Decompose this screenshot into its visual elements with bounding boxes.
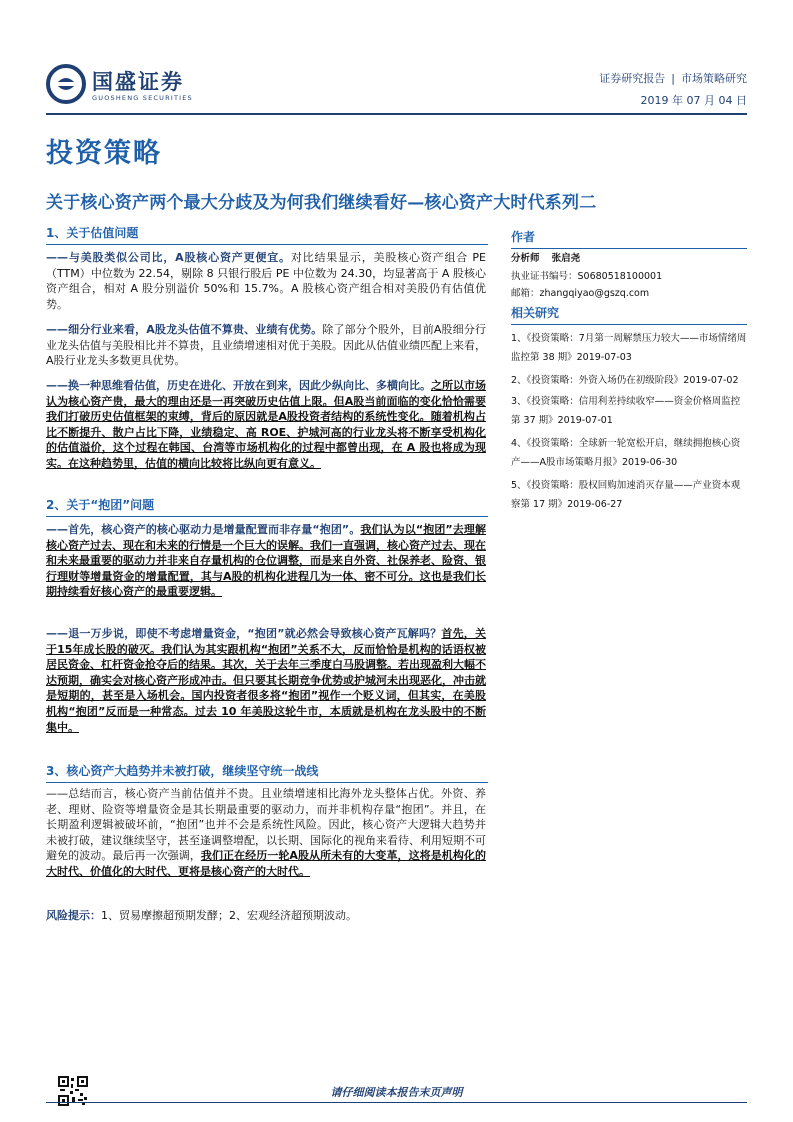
email-line [511,287,747,301]
related-item[interactable]: 1、《投资策略：7月第一周解禁压力较大——市场情绪周监控第 38 期》2019-07-03 [511,333,747,363]
related-item[interactable]: 3、《投资策略：信用利差持续收窄——资金价格周监控第 37 期》2019-07-01 [511,396,741,426]
header-divider [46,113,747,115]
paragraph-emphasis: 我们正在经历一轮A股从所未有的大变革，这将是机构化的大时代、价值化的大时代、更将是核心资产的大时代。 [46,849,486,878]
risk-text: 1、贸易摩擦超预期发酵；2、宏观经济超预期波动。 [101,909,357,922]
paragraph-emphasis: 我们认为以“抱团”去理解核心资产过去、现在和未来的行情是一个巨大的误解。我们一直强调，核心资产过去、现在和未来最重要的驱动力并非来自存量机构的仓位调整，而是来自外资、社保养老、险资、银行理财等增量资金的增量配置，其与A股的机构化进程几为一体、密不可分。这也是我们长期持续看好核心资产的最重要逻辑。 [46,523,486,599]
analyst-label: 分析师 [511,253,540,264]
paragraph-lead: ——换一种思维看估值，历史在进化、开放在到来，因此少纵向比、多横向比。 [46,379,431,392]
paragraph-body: ——总结而言，核心资产当前估值并不贵。且业绩增速相比海外龙头整体占优。外资、养老、理财、险资等增量资金是其长期最重要的驱动力，而并非机构存量“抱团”。并且，在长期盈利逻辑被破坏前，“抱团”也并不会是系统性风险。因此，核心资产大逻辑大趋势并未被打破，建议继续坚守，甚至逢调整增配，以长期、国际化的视角来看待、利用短期不可避免的波动。最后再一次强调， [46,787,486,863]
related-heading: 相关研究 [511,304,747,325]
cert-number: S0680518100001 [577,271,663,282]
report-type: 证券研究报告 [599,72,666,85]
analyst-line [511,252,747,266]
paragraph-lead: ——首先，核心资产的核心驱动力是增量配置而非存量“抱团”。 [46,523,361,536]
author-heading: 作者 [511,228,747,249]
related-item[interactable]: 4、《投资策略：全球新一轮宽松开启，继续拥抱核心资产——A股市场策略月报》2019-06-30 [511,438,741,468]
email-label: 邮箱： [511,288,540,299]
header-separator: | [671,72,675,85]
related-item[interactable]: 5、《投资策略：股权回购加速消灭存量——产业资本观察第 17 期》2019-06-27 [511,480,741,510]
paragraph-lead: ——退一万步说，即使不考虑增量资金，“抱团”就必然会导致核心资产瓦解吗？ [46,627,442,640]
footer-disclaimer-notice: 请仔细阅读本报告末页声明 [330,1086,463,1099]
page-category: 投资策略 [46,138,162,169]
report-date: 2019 年 07 月 04 日 [640,94,747,107]
paragraph [46,786,486,880]
section-heading-valuation: 1、关于估值问题 [46,224,488,245]
footer-divider [46,1102,747,1103]
section-heading-trend: 3、核心资产大趋势并未被打破，继续坚守统一战线 [46,762,488,783]
paragraph-body: 对比结果显示，美股核心资产组合 PE（TTM）中位数为 22.54，剔除 8 只银行股后 PE 中位数为 24.30，均显著高于 A 股核心资产组合，相对 A 股分别溢价 50%和 15.7%。A 股核心资产组合相对美股仍有估值优势。 [46,251,486,311]
paragraph [46,626,486,735]
risk-notice [46,908,486,924]
cert-line [511,270,747,284]
paragraph-lead: ——细分行业来看，A股龙头估值不算贵、业绩有优势。 [46,323,323,336]
report-type-line [599,70,747,86]
section-heading-grouping: 2、关于“抱团”问题 [46,496,488,517]
company-logo [46,64,216,108]
paragraph [46,378,486,472]
analyst-name: 张启尧 [551,253,581,264]
paragraph-lead: ——与美股类似公司比，A股核心资产更便宜。 [46,251,291,264]
paragraph [46,322,486,369]
related-item[interactable]: 2、《投资策略：外资入场仍在初级阶段》2019-07-02 [511,375,739,386]
report-category: 市场策略研究 [681,72,747,85]
page-title: 关于核心资产两个最大分歧及为何我们继续看好—核心资产大时代系列二 [46,193,597,213]
risk-label: 风险提示： [46,909,101,922]
paragraph [46,522,486,600]
email-link[interactable]: zhangqiyao@gszq.com [539,288,650,299]
logo-brand-cn: 国盛证券 [92,70,184,94]
logo-mark-icon [46,64,86,104]
cert-label: 执业证书编号： [511,271,578,282]
paragraph-body: 除了部分个股外，目前A股细分行业龙头估值与美股相比并不算贵，且业绩增速相对优于美股。因此从估值业绩匹配上来看，A股行业龙头多数更具优势。 [46,323,486,368]
paragraph-emphasis: 首先，关于15年成长股的破灭。我们认为其实跟机构“抱团”关系不大，反而恰恰是机构的话语权被居民资金、杠杆资金抢夺后的结果。其次，关于去年三季度白马股调整。若出现盈利大幅不达预期，确实会对核心资产形成冲击。但只要其长期竞争优势或护城河未出现恶化，冲击就是短期的，甚至是入场机会。国内投资者很多将“抱团”视作一个贬义词，但其实，在美股机构“抱团”反而是一种常态。过去 10 年美股这轮牛市，本质就是机构在龙头股中的不断集中。 [46,627,487,734]
paragraph [46,250,486,312]
logo-brand-en: GUOSHENG SECURITIES [92,94,193,102]
paragraph-emphasis: 之所以市场认为核心资产贵，最大的理由还是一再突破历史估值上限。但A股当前面临的变化恰恰需要我们打破历史估值框架的束缚，背后的原因就是A股投资者结构的系统性变化。随着机构占比不断提升、散户占比下降，业绩稳定、高 ROE、护城河高的行业龙头将不断享受机构化的估值溢价，这个过程在韩国、台湾等市场机构化的过程中都曾出现，在 A 股也将成为现实。在这种趋势里，估值的横向比较将比纵向更有意义。 [46,379,486,470]
